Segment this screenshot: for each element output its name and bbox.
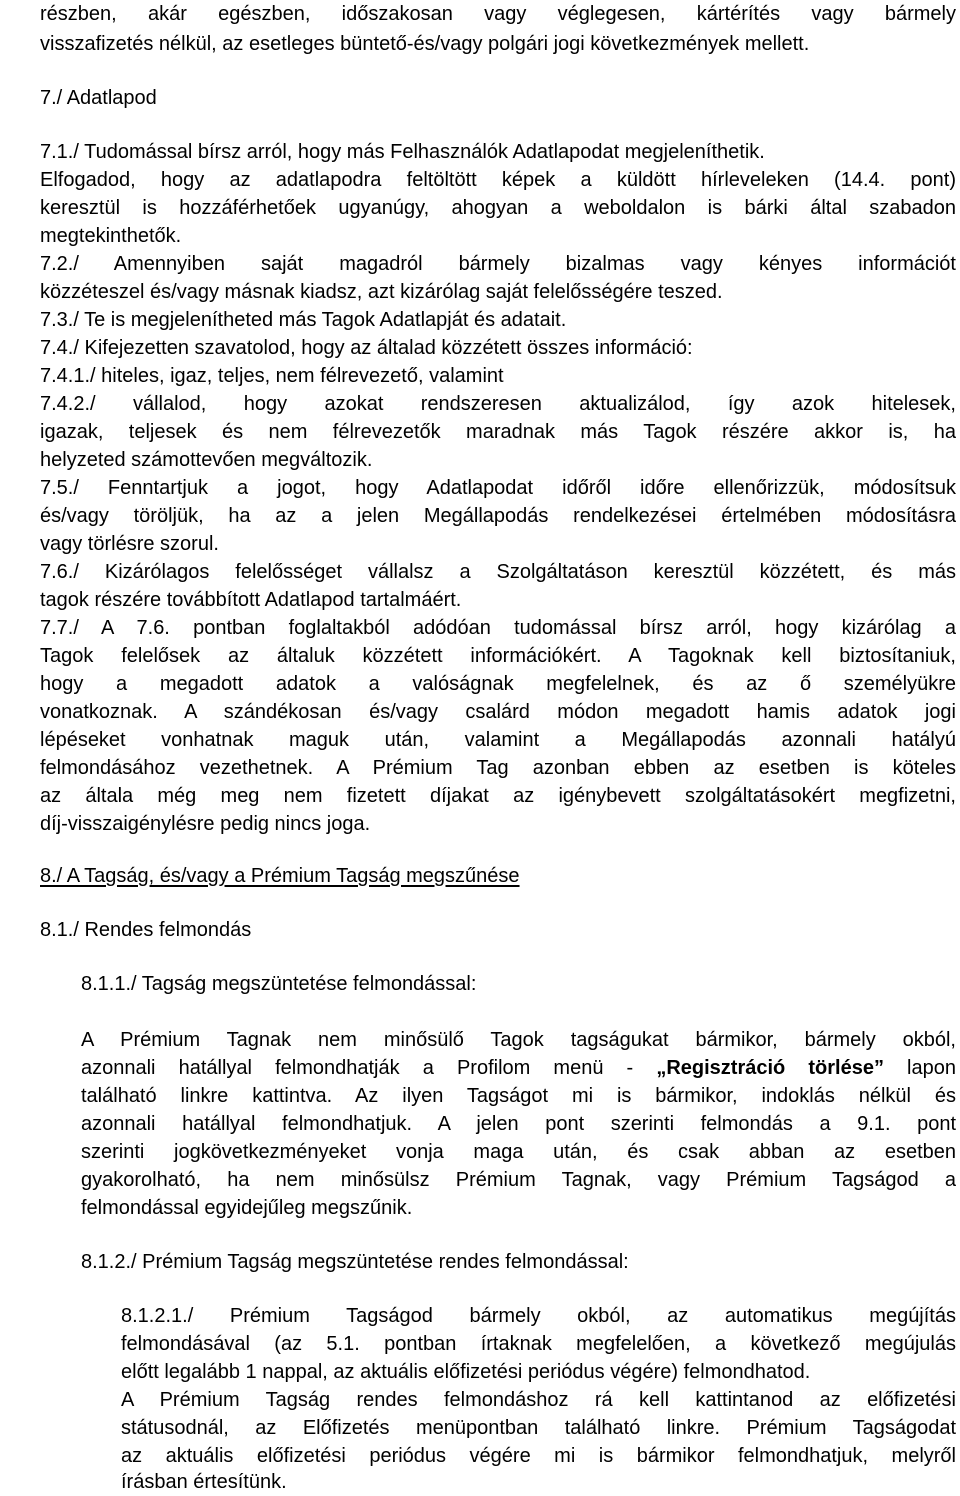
subsection-heading-8-1: 8.1./ Rendes felmondás (40, 919, 252, 941)
text-line: az aktuális előfizetési periódus végére mi is bármikor felmondhatjuk, melyről (121, 1445, 956, 1467)
text-line: 7.4.1./ hiteles, igaz, teljes, nem félrevezető, valamint (40, 365, 504, 387)
text-line: visszafizetés nélkül, az esetleges büntető-és/vagy polgári jogi következmények mellett. (40, 33, 810, 55)
text-line: A Prémium Tagság rendes felmondáshoz rá kell kattintanod az előfizetési (121, 1389, 956, 1411)
text-line: A Prémium Tagnak nem minősülő Tagok tagságukat bármikor, bármely okból, (81, 1029, 956, 1051)
section-heading-7: 7./ Adatlapod (40, 87, 157, 109)
text-line: díj-visszaigénylésre pedig nincs joga. (40, 813, 371, 835)
text-line: felmondással egyidejűleg megszűnik. (81, 1197, 413, 1219)
text-line: 7.5./ Fenntartjuk a jogot, hogy Adatlapodat időről időre ellenőrizzük, módosítsuk (40, 477, 956, 499)
text-line: Elfogadod, hogy az adatlapodra feltöltött képek a küldött hírleveleken (14.4. pont) (40, 169, 956, 191)
subsection-heading-8-1-2: 8.1.2./ Prémium Tagság megszüntetése rendes felmondással: (81, 1251, 629, 1273)
text-line: keresztül is hozzáférhetőek ugyanúgy, ahogyan a weboldalon is bárki által szabadon (40, 197, 956, 219)
text-line: szerinti jogkövetkezményeket vonja maga után, és csak abban az esetben (81, 1141, 956, 1163)
text-run: lapon (883, 1057, 956, 1079)
text-line: írásban értesítünk. (121, 1471, 287, 1493)
text-line: az általa még meg nem fizetett díjakat az igénybevett szolgáltatásokért megfizetni, (40, 785, 956, 807)
text-line: részben, akár egészben, időszakosan vagy véglegesen, kártérítés vagy bármely (40, 3, 956, 25)
text-line: lépéseket vonhatnak maguk után, valamint a Megállapodás azonnali hatályú (40, 729, 956, 751)
text-line: 7.7./ A 7.6. pontban foglaltakból adódóan tudomással bírsz arról, hogy kizárólag a (40, 617, 956, 639)
text-line: gyakorolható, ha nem minősülsz Prémium Tagnak, vagy Prémium Tagságod a (81, 1169, 956, 1191)
text-line: 7.2./ Amennyiben saját magadról bármely bizalmas vagy kényes információt (40, 253, 956, 275)
text-line: hogy a megadott adatok a valóságnak megfelelnek, és az ő személyükre (40, 673, 956, 695)
section-heading-8: 8./ A Tagság, és/vagy a Prémium Tagság megszűnése (40, 865, 520, 887)
text-line: vonatkoznak. A szándékosan és/vagy csalárd módon megadott hamis adatok jogi (40, 701, 956, 723)
text-line: helyzeted számottevően megváltozik. (40, 449, 373, 471)
text-line: Tagok felelősek az általuk közzétett információkért. A Tagoknak kell biztosítaniuk, (40, 645, 956, 667)
text-run: azonnali hatállyal felmondhatják a Profilom menü - (81, 1057, 657, 1079)
text-line: 7.6./ Kizárólagos felelősséget vállalsz a Szolgáltatáson keresztül közzétett, és más (40, 561, 956, 583)
text-line: tagok részére továbbított Adatlapod tartalmáért. (40, 589, 462, 611)
text-line: közzéteszel és/vagy másnak kiadsz, azt kizárólag saját felelősségére teszed. (40, 281, 723, 303)
text-line: 7.4.2./ vállalod, hogy azokat rendszeresen aktualizálod, így azok hitelesek, (40, 393, 956, 415)
text-line: azonnali hatállyal felmondhatjuk. A jelen pont szerinti felmondás a 9.1. pont (81, 1113, 956, 1135)
text-line: 7.4./ Kifejezetten szavatolod, hogy az általad közzétett összes információ: (40, 337, 693, 359)
subsection-heading-8-1-1: 8.1.1./ Tagság megszüntetése felmondással: (81, 973, 477, 995)
text-line: felmondásához vezethetnek. A Prémium Tag azonban ebben az esetben is köteles (40, 757, 956, 779)
text-line: előtt legalább 1 nappal, az aktuális előfizetési periódus végére) felmondhatod. (121, 1361, 811, 1383)
text-line: igazak, teljesek és nem félrevezetők maradnak más Tagok részére akkor is, ha (40, 421, 956, 443)
text-line: 7.1./ Tudomással bírsz arról, hogy más Felhasználók Adatlapodat megjeleníthetik. (40, 141, 765, 163)
text-line: 8.1.2.1./ Prémium Tagságod bármely okból, az automatikus megújítás (121, 1305, 956, 1327)
text-line (81, 1054, 956, 1082)
bold-link-label: „Regisztráció törlése” (656, 1057, 884, 1079)
text-line: felmondásával (az 5.1. pontban írtaknak megfelelően, a következő megújulás (121, 1333, 956, 1355)
text-line: megtekinthetők. (40, 225, 182, 247)
text-line: vagy törlésre szorul. (40, 533, 219, 555)
text-line: státusodnál, az Előfizetés menüpontban található linkre. Prémium Tagságodat (121, 1417, 956, 1439)
text-line: található linkre kattintva. Az ilyen Tagságot mi is bármikor, indoklás nélkül és (81, 1085, 956, 1107)
text-line: 7.3./ Te is megjelenítheted más Tagok Adatlapját és adatait. (40, 309, 567, 331)
text-line: és/vagy töröljük, ha az a jelen Megállapodás rendelkezései értelmében módosításra (40, 505, 956, 527)
